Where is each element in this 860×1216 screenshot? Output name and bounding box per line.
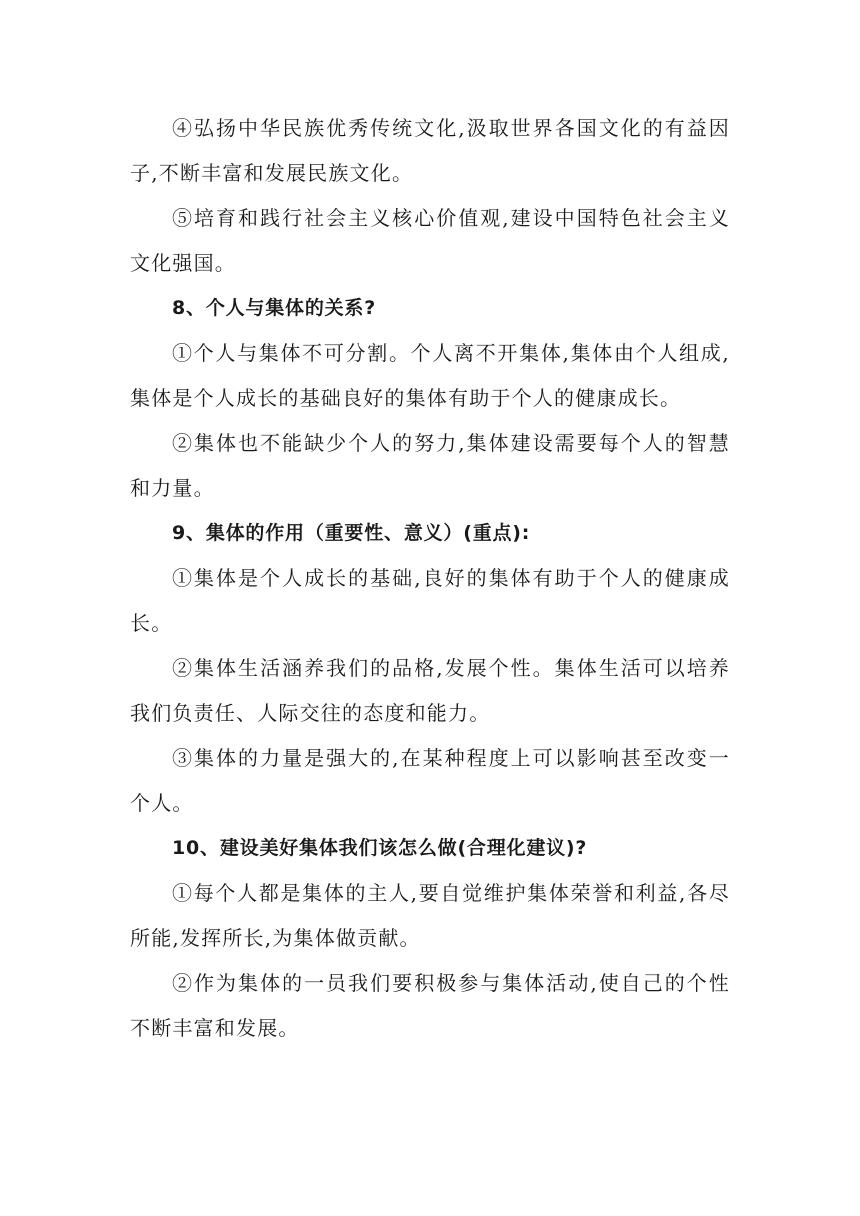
paragraph-q10-1: ①每个人都是集体的主人,要自觉维护集体荣誉和利益,各尽所能,发挥所长,为集体做贡献。 <box>130 881 730 950</box>
paragraph-q9-1: ①集体是个人成长的基础,良好的集体有助于个人的健康成长。 <box>130 566 730 635</box>
heading-q8: 8、个人与集体的关系? <box>172 297 377 319</box>
paragraph-q8-1: ①个人与集体不可分割。个人离不开集体,集体由个人组成,集体是个人成长的基础良好的集体有助于个人的健康成长。 <box>130 341 730 410</box>
paragraph-q9-3: ③集体的力量是强大的,在某种程度上可以影响甚至改变一个人。 <box>130 746 730 815</box>
paragraph-culture-5: ⑤培育和践行社会主义核心价值观,建设中国特色社会主义文化强国。 <box>130 206 730 275</box>
paragraph-q9-2: ②集体生活涵养我们的品格,发展个性。集体生活可以培养我们负责任、人际交往的态度和能力。 <box>130 656 730 725</box>
document-page <box>130 106 730 1051</box>
heading-q9: 9、集体的作用（重要性、意义）(重点): <box>172 522 531 544</box>
paragraph-culture-4: ④弘扬中华民族优秀传统文化,汲取世界各国文化的有益因子,不断丰富和发展民族文化。 <box>130 116 730 185</box>
paragraph-q10-2: ②作为集体的一员我们要积极参与集体活动,使自己的个性不断丰富和发展。 <box>130 971 730 1040</box>
heading-q10: 10、建设美好集体我们该怎么做(合理化建议)? <box>172 837 588 859</box>
paragraph-q8-2: ②集体也不能缺少个人的努力,集体建设需要每个人的智慧和力量。 <box>130 431 730 500</box>
